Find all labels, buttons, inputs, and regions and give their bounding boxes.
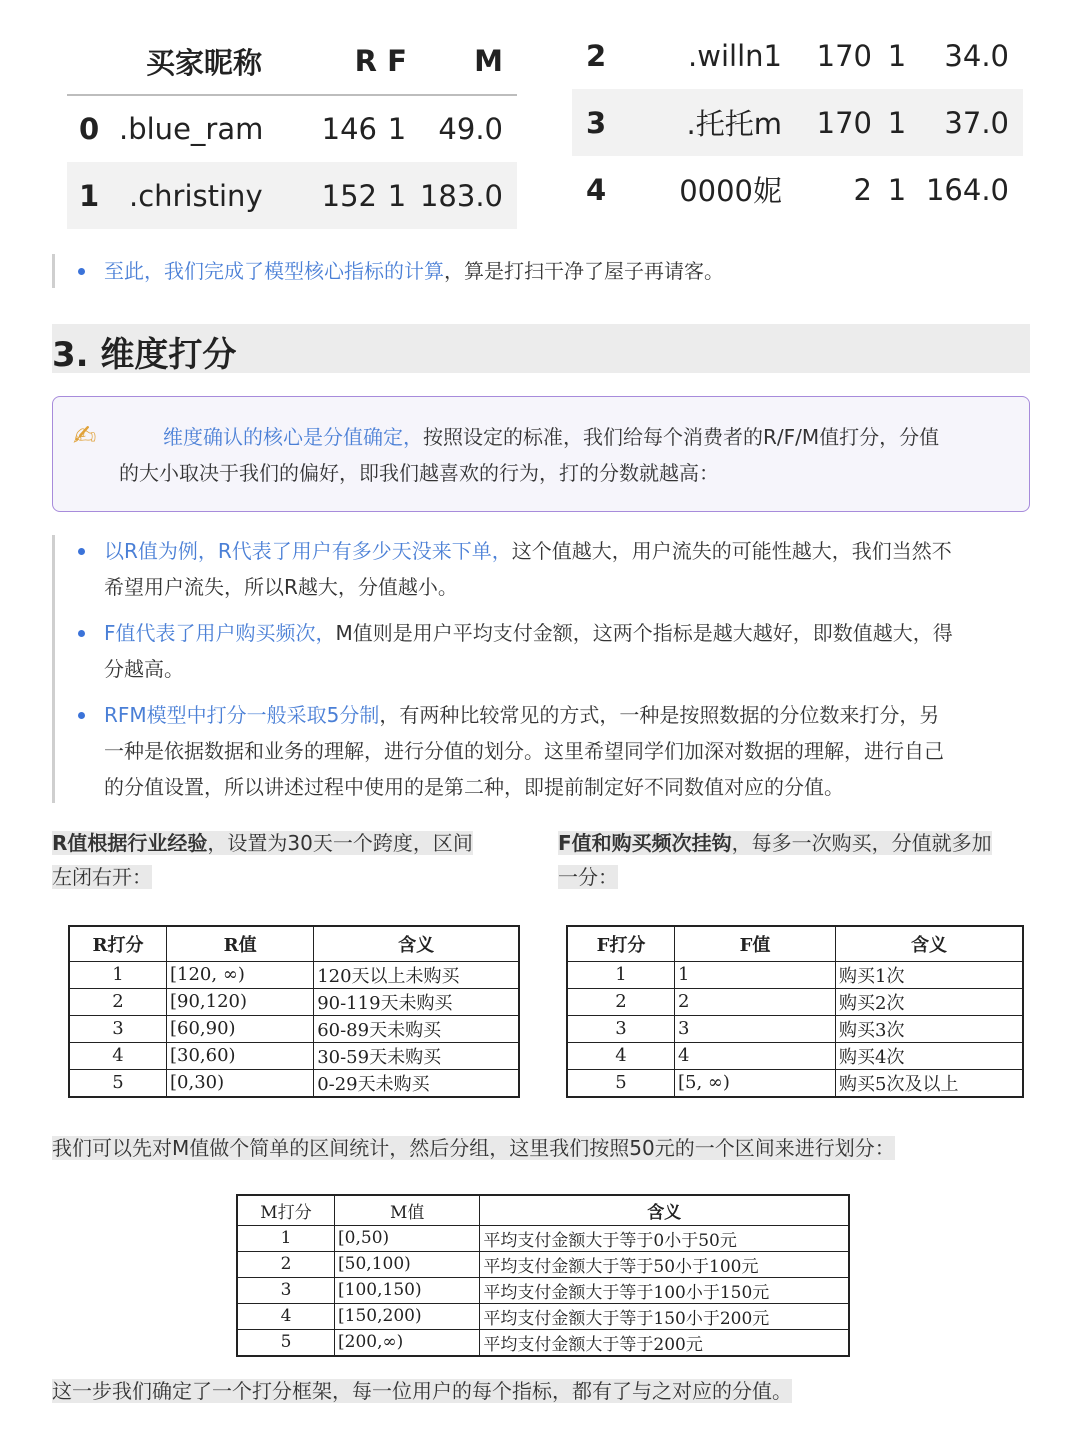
cell: [5, ∞) [675, 1069, 836, 1097]
bullet-1-line-1 [104, 533, 1034, 569]
note-callout [52, 396, 1030, 512]
cell: [90,120) [167, 988, 314, 1015]
bullet-2-line-2: 分越高。 [104, 657, 184, 681]
table-row [572, 22, 1023, 89]
bullet-3-line-3: 的分值设置，所以讲述过程中使用的是第二种，即提前制定好不同数值对应的分值。 [104, 775, 844, 799]
f-intro-text-1: ，每多一次购买，分值就多加 [731, 831, 992, 855]
table-row [237, 1329, 849, 1356]
cell: [30,60) [167, 1042, 314, 1069]
cell: 平均支付金额大于等于150小于200元 [480, 1303, 849, 1329]
cell: 90-119天未购买 [314, 988, 519, 1015]
cell-name: .willn1 [688, 38, 782, 73]
cell: 平均支付金额大于等于50小于100元 [480, 1251, 849, 1277]
r-intro-bold: R值根据行业经验 [52, 831, 208, 855]
table-row [69, 988, 519, 1015]
bullet-dot [78, 548, 85, 555]
cell: [60,90) [167, 1015, 314, 1042]
r-intro-line-1 [52, 831, 473, 855]
table-row [67, 162, 517, 229]
col-header: R打分 [69, 926, 167, 961]
cell: 30-59天未购买 [314, 1042, 519, 1069]
cell-name: .托托m [632, 89, 782, 156]
r-score-table [68, 925, 520, 1098]
cell: 4 [69, 1042, 167, 1069]
f-intro-line-1 [558, 831, 992, 855]
cell-m: 34.0 [944, 38, 1009, 73]
cell-f: 1 [887, 172, 907, 207]
m-intro-text: 我们可以先对M值做个简单的区间统计，然后分组，这里我们按照50元的一个区间来进行划分： [52, 1136, 895, 1160]
bullet-dot [78, 712, 85, 719]
cell: [120, ∞) [167, 961, 314, 988]
cell: 4 [237, 1303, 335, 1329]
cell-m: 49.0 [438, 112, 503, 146]
cell: 4 [567, 1042, 675, 1069]
cell: [0,50) [335, 1225, 480, 1251]
table-row [572, 156, 1023, 223]
dataframe-header [67, 28, 517, 95]
table-row [69, 1015, 519, 1042]
note-line-2: 的大小取决于我们的偏好，即我们越喜欢的行为，打的分数就越高： [119, 461, 719, 485]
bullet-dot [78, 268, 85, 275]
cell: 5 [567, 1069, 675, 1097]
cell: 3 [237, 1277, 335, 1303]
cell-f: 1 [387, 112, 407, 146]
row-index: 0 [79, 112, 100, 146]
table-row [69, 961, 519, 988]
conclusion [52, 1374, 1032, 1408]
cell: [200,∞) [335, 1329, 480, 1356]
cell: [150,200) [335, 1303, 480, 1329]
cell: 2 [567, 988, 675, 1015]
table-header-row [69, 926, 519, 961]
bullet-2-highlight: F值代表了用户购买频次， [104, 621, 336, 645]
table-row [567, 1015, 1023, 1042]
cell: 平均支付金额大于等于200元 [480, 1329, 849, 1356]
cell-m: 183.0 [417, 162, 517, 229]
table-header-row [237, 1195, 849, 1225]
cell-r: 152 [289, 162, 377, 229]
table-row [567, 961, 1023, 988]
cell-m: 37.0 [922, 89, 1023, 156]
bullet-1-highlight: 以R值为例，R代表了用户有多少天没来下单， [104, 539, 512, 563]
table-header-row [567, 926, 1023, 961]
col-header: M值 [335, 1195, 480, 1225]
cell: 购买1次 [836, 961, 1023, 988]
cell-name: 0000妮 [679, 174, 782, 208]
cell: 购买2次 [836, 988, 1023, 1015]
table-row [567, 988, 1023, 1015]
cell: 3 [567, 1015, 675, 1042]
cell: 5 [237, 1329, 335, 1356]
section-heading [52, 324, 1030, 373]
cell: [50,100) [335, 1251, 480, 1277]
col-header-m: M [474, 44, 503, 78]
bullet-3-highlight: RFM模型中打分一般采取5分制 [104, 703, 380, 727]
col-header-f: F [387, 44, 407, 78]
r-intro-text-1: ，设置为30天一个跨度，区间 [207, 831, 473, 855]
cell: 3 [69, 1015, 167, 1042]
col-header: M打分 [237, 1195, 335, 1225]
note-text-1: 按照设定的标准，我们给每个消费者的R/F/M值打分，分值 [423, 425, 940, 449]
bullet-3-line-1 [104, 697, 1034, 733]
table-row [67, 95, 517, 162]
f-score-table [566, 925, 1024, 1098]
table-row [567, 1069, 1023, 1097]
col-header: 含义 [314, 926, 519, 961]
cell: 1 [69, 961, 167, 988]
cell-f: 1 [872, 89, 922, 156]
cell: 购买5次及以上 [836, 1069, 1023, 1097]
cell: 2 [675, 988, 836, 1015]
cell: 平均支付金额大于等于100小于150元 [480, 1277, 849, 1303]
writing-hand-icon: ✍ [73, 419, 97, 452]
quote-bar [52, 254, 55, 288]
m-score-table [236, 1194, 850, 1357]
cell: 60-89天未购买 [314, 1015, 519, 1042]
quote-summary [104, 253, 1024, 289]
col-header: F值 [675, 926, 836, 961]
f-intro [558, 826, 1030, 894]
section-title: 3. 维度打分 [52, 335, 237, 375]
cell-r: 146 [321, 112, 377, 146]
conclusion-text: 这一步我们确定了一个打分框架，每一位用户的每个指标，都有了与之对应的分值。 [52, 1379, 792, 1403]
cell: [100,150) [335, 1277, 480, 1303]
bullet-3-line-2: 一种是依据数据和业务的理解，进行分值的划分。这里希望同学们加深对数据的理解，进行自己 [104, 739, 944, 763]
cell: 平均支付金额大于等于0小于50元 [480, 1225, 849, 1251]
bullet-1-text: 这个值越大，用户流失的可能性越大，我们当然不 [511, 539, 952, 563]
bullet-1-line-2: 希望用户流失，所以R越大，分值越小。 [104, 575, 458, 599]
cell: [0,30) [167, 1069, 314, 1097]
note-highlight: 维度确认的核心是分值确定， [163, 425, 423, 449]
cell-m: 164.0 [925, 172, 1009, 207]
table-row [237, 1225, 849, 1251]
dataframe-right [572, 22, 1023, 223]
cell: 购买4次 [836, 1042, 1023, 1069]
cell-r: 170 [782, 89, 872, 156]
cell-r: 170 [816, 38, 872, 73]
col-header: R值 [167, 926, 314, 961]
r-intro [52, 826, 512, 894]
table-row [69, 1042, 519, 1069]
bullet-2-line-1 [104, 615, 1034, 651]
table-row [237, 1277, 849, 1303]
cell-name: .blue_ram [119, 112, 264, 146]
cell: 3 [675, 1015, 836, 1042]
table-row [69, 1069, 519, 1097]
row-index: 1 [67, 162, 119, 229]
r-intro-text-2: 左闭右开： [52, 865, 152, 889]
cell-r: 2 [853, 172, 872, 207]
col-header-name: 买家昵称 [145, 45, 262, 80]
cell: 1 [567, 961, 675, 988]
bullet-dot [78, 630, 85, 637]
cell: 购买3次 [836, 1015, 1023, 1042]
note-line-1 [163, 419, 1023, 455]
cell: 1 [237, 1225, 335, 1251]
row-index: 2 [586, 38, 607, 73]
quote-bar [52, 535, 55, 803]
cell: 2 [237, 1251, 335, 1277]
cell: 0-29天未购买 [314, 1069, 519, 1097]
bullet-2-text: M值则是用户平均支付金额，这两个指标是越大越好，即数值越大，得 [335, 621, 953, 645]
col-header: F打分 [567, 926, 675, 961]
cell-f: 1 [377, 162, 417, 229]
cell: 1 [675, 961, 836, 988]
cell: 5 [69, 1069, 167, 1097]
row-index: 3 [572, 89, 632, 156]
col-header: 含义 [480, 1195, 849, 1225]
table-row [237, 1251, 849, 1277]
m-intro [52, 1131, 1032, 1165]
quote-summary-rest: ，算是打扫干净了屋子再请客。 [444, 259, 724, 283]
quote-summary-highlight: 至此，我们完成了模型核心指标的计算 [104, 259, 444, 283]
cell: 4 [675, 1042, 836, 1069]
f-intro-text-2: 一分： [558, 865, 618, 889]
row-index: 4 [586, 172, 607, 207]
cell-name: .christiny [119, 162, 289, 229]
f-intro-bold: F值和购买频次挂钩 [558, 831, 732, 855]
table-row [237, 1303, 849, 1329]
table-row [572, 89, 1023, 156]
cell-f: 1 [887, 38, 907, 73]
table-row [567, 1042, 1023, 1069]
bullet-3-text: ，有两种比较常见的方式，一种是按照数据的分位数来打分，另 [379, 703, 940, 727]
cell: 2 [69, 988, 167, 1015]
dataframe-left [67, 28, 517, 229]
col-header-r: R [354, 44, 377, 78]
col-header: 含义 [836, 926, 1023, 961]
cell: 120天以上未购买 [314, 961, 519, 988]
